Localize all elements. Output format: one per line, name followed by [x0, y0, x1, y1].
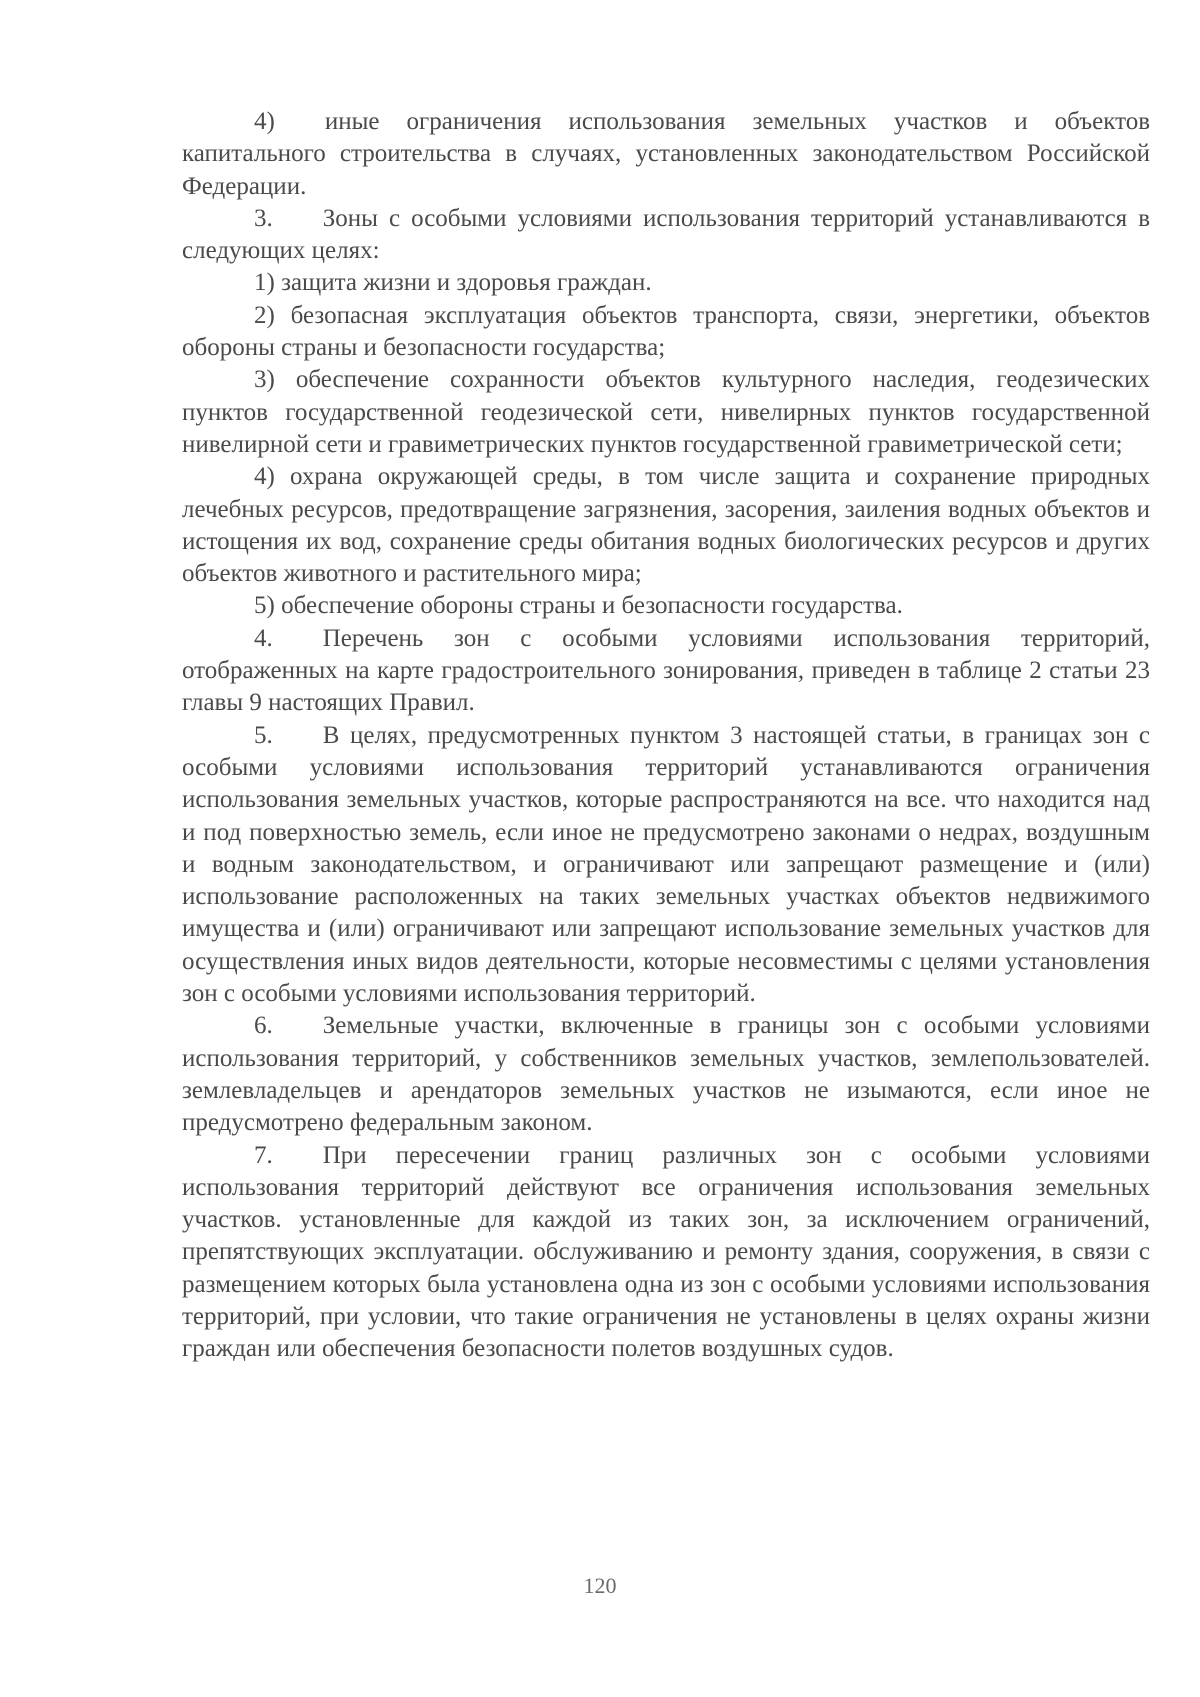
paragraph-purpose-5: 5) обеспечение обороны страны и безопасности государства.	[254, 592, 903, 620]
paragraph-purpose-4: 4) охрана окружающей среды, в том числе защита и сохранение природных лечебных ресурсов, предотвращение загрязнения, засорения, заиления водных объектов и истощения их вод, сохранение среды обитания водных биологических ресурсов и других объектов животного и растительного мира;	[182, 463, 1150, 588]
paragraph-purpose-2: 2) безопасная эксплуатация объектов транспорта, связи, энергетики, объектов обороны страны и безопасности государства;	[182, 301, 1150, 362]
paragraph-7-zone-intersection: 7. При пересечении границ различных зон с особыми условиями использования территорий действуют все ограничения использования земельных участков. установленные для каждой из таких зон, за исключением ограничений, препятствующих эксплуатации. обслуживанию и ремонту здания, сооружения, в связи с размещением которых была установлена одна из зон с особыми условиями использования территорий, при условии, что такие ограничения не установлены в целях охраны жизни граждан или обеспечения безопасности полетов воздушных судов.	[182, 1141, 1150, 1363]
document-body	[182, 106, 1150, 1366]
paragraph-3-zone-purposes: 3. Зоны с особыми условиями использования территорий устанавливаются в следующих целях:	[182, 204, 1150, 265]
paragraph-item-4-restrictions: 4) иные ограничения использования земельных участков и объектов капитального строительства в случаях, установленных законодательством Российской Федерации.	[182, 108, 1150, 200]
paragraph-5-restrictions: 5. В целях, предусмотренных пунктом 3 настоящей статьи, в границах зон с особыми условиями использования территорий устанавливаются ограничения использования земельных участков, которые распространяются на все. что находится над и под поверхностью земель, если иное не предусмотрено законами о недрах, воздушным и водным законодательством, и ограничивают или запрещают размещение и (или) использование расположенных на таких земельных участках объектов недвижимого имущества и (или) ограничивают или запрещают использование земельных участков для осуществления иных видов деятельности, которые несовместимы с целями установления зон с особыми условиями использования территорий.	[182, 721, 1150, 1008]
page-number: 120	[583, 1573, 617, 1598]
paragraph-6-land-plots: 6. Земельные участки, включенные в границы зон с особыми условиями использования территорий, у собственников земельных участков, землепользователей. землевладельцев и арендаторов земельных участков не изымаются, если иное не предусмотрено федеральным законом.	[182, 1012, 1150, 1137]
paragraph-purpose-1: 1) защита жизни и здоровья граждан.	[254, 269, 652, 297]
paragraph-purpose-3: 3) обеспечение сохранности объектов культурного наследия, геодезических пунктов государственной геодезической сети, нивелирных пунктов государственной нивелирной сети и гравиметрических пунктов государственной гравиметрической сети;	[182, 366, 1150, 458]
paragraph-4-zone-list: 4. Перечень зон с особыми условиями использования территорий, отображенных на карте градостроительного зонирования, приведен в таблице 2 статьи 23 главы 9 настоящих Правил.	[182, 624, 1150, 717]
